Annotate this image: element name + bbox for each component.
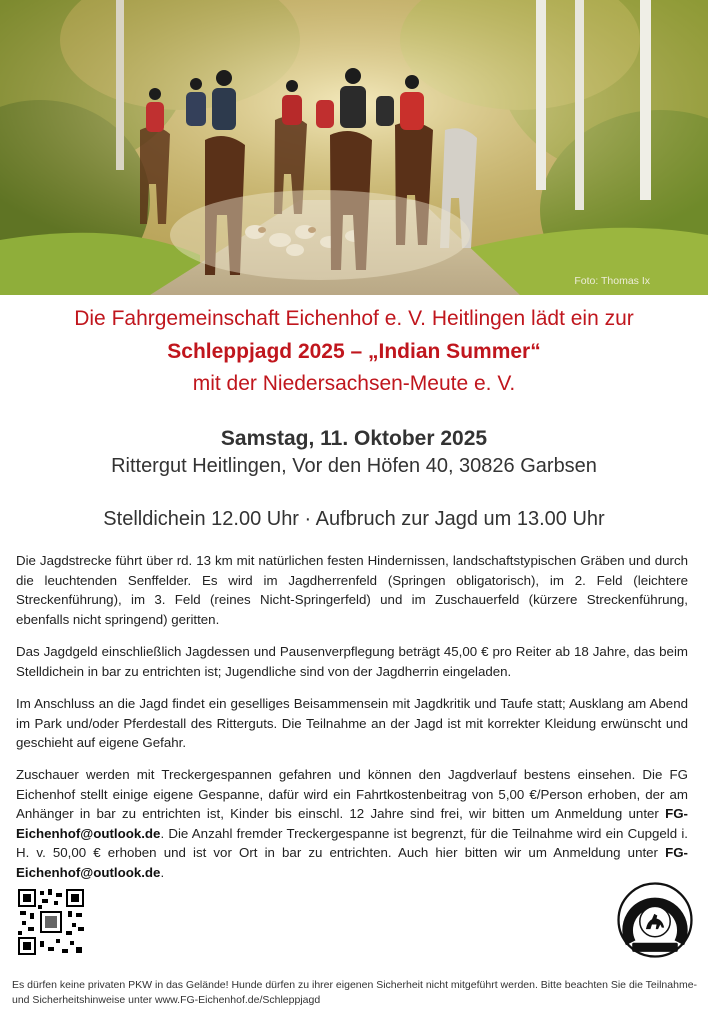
spectators-text-2: . Die Anzahl fremder Treckergespanne ist begrenzt, für die Teilnahme wird ein Cupgeld i. H. v. 50,00 € erhoben und ist vor Ort in bar zu entrichten. Auch hier bitten wir um Anmeldung unter (16, 825, 688, 860)
photo-credit: Foto: Thomas Ix (574, 275, 650, 287)
email-link[interactable]: FG-Eichenhof@outlook.de (16, 806, 688, 841)
paragraph-fee: Das Jagdgeld einschließlich Jagdessen und Pausenverpflegung beträgt 45,00 € pro Reiter ab 18 Jahre, das beim Stelldichein in bar zu entrichten ist; Jugendliche sind von der Jagdherrin eingeladen. (16, 644, 688, 679)
paragraph-route: Die Jagdstrecke führt über rd. 13 km mit natürlichen festen Hindernissen, landschaftstypischen Gräben und durch die leuchtenden Senffelder. Es wird im Jagdherrenfeld (Springen obligatorisch), im 2. Feld (leichtere Streckenführung), im 3. Feld (reines Nicht-Springerfeld) und im Zuschauerfeld (kürzere Streckenführung, ebenfalls nicht springend) geritten. (16, 553, 688, 627)
co-host-line: mit der Niedersachsen-Meute e. V. (192, 372, 516, 395)
footer-notice: Es dürfen keine privaten PKW in das Gelände! Hunde dürfen zu ihrer eigenen Sicherheit nicht mitgeführt werden. Bitte beachten Sie die Teilnahme- und Sicherheitshinweise unter www.FG-Eichenhof.de/Schleppjagd (12, 979, 698, 1006)
event-venue: Rittergut Heitlingen, Vor den Höfen 40, 30826 Garbsen (111, 455, 597, 477)
spectators-text-1: Zuschauer werden mit Treckergespannen gefahren und können den Jagdverlauf bestens einsehen. Die FG Eichenhof stellt einige eigene Gespanne, dafür wird ein Fahrtkostenbeitrag von 5,00 €/Person erhoben, der am Anhänger in bar zu entrichten ist, Kinder bis einschl. 12 Jahre sind frei, wir bitten um Anmeldung unter (16, 767, 688, 821)
paragraph-spectators (16, 765, 688, 882)
invitation-line: Die Fahrgemeinschaft Eichenhof e. V. Heitlingen lädt ein zur (74, 307, 634, 330)
paragraph-after-hunt: Im Anschluss an die Jagd findet ein geselliges Beisammensein mit Jagdkritik und Taufe statt; Ausklang am Abend im Park und/oder Pferdestall des Ritterguts. Die Teilnahme an der Jagd ist mit korrekter Kleidung erwünscht und geschieht auf eigene Gefahr. (16, 696, 688, 750)
spectators-text-3: . (160, 864, 165, 880)
event-times: Stelldichein 12.00 Uhr · Aufbruch zur Jagd um 13.00 Uhr (103, 508, 605, 530)
event-date: Samstag, 11. Oktober 2025 (220, 427, 488, 450)
qr-code-icon[interactable] (18, 889, 84, 955)
email-link-2[interactable]: FG-Eichenhof@outlook.de (16, 845, 688, 880)
horseshoe-club-logo-icon (617, 882, 693, 958)
hero-photo (0, 0, 708, 295)
fox-hunt-riders-photo (0, 0, 708, 295)
event-title: Schleppjagd 2025 – „Indian Summer“ (167, 340, 541, 363)
